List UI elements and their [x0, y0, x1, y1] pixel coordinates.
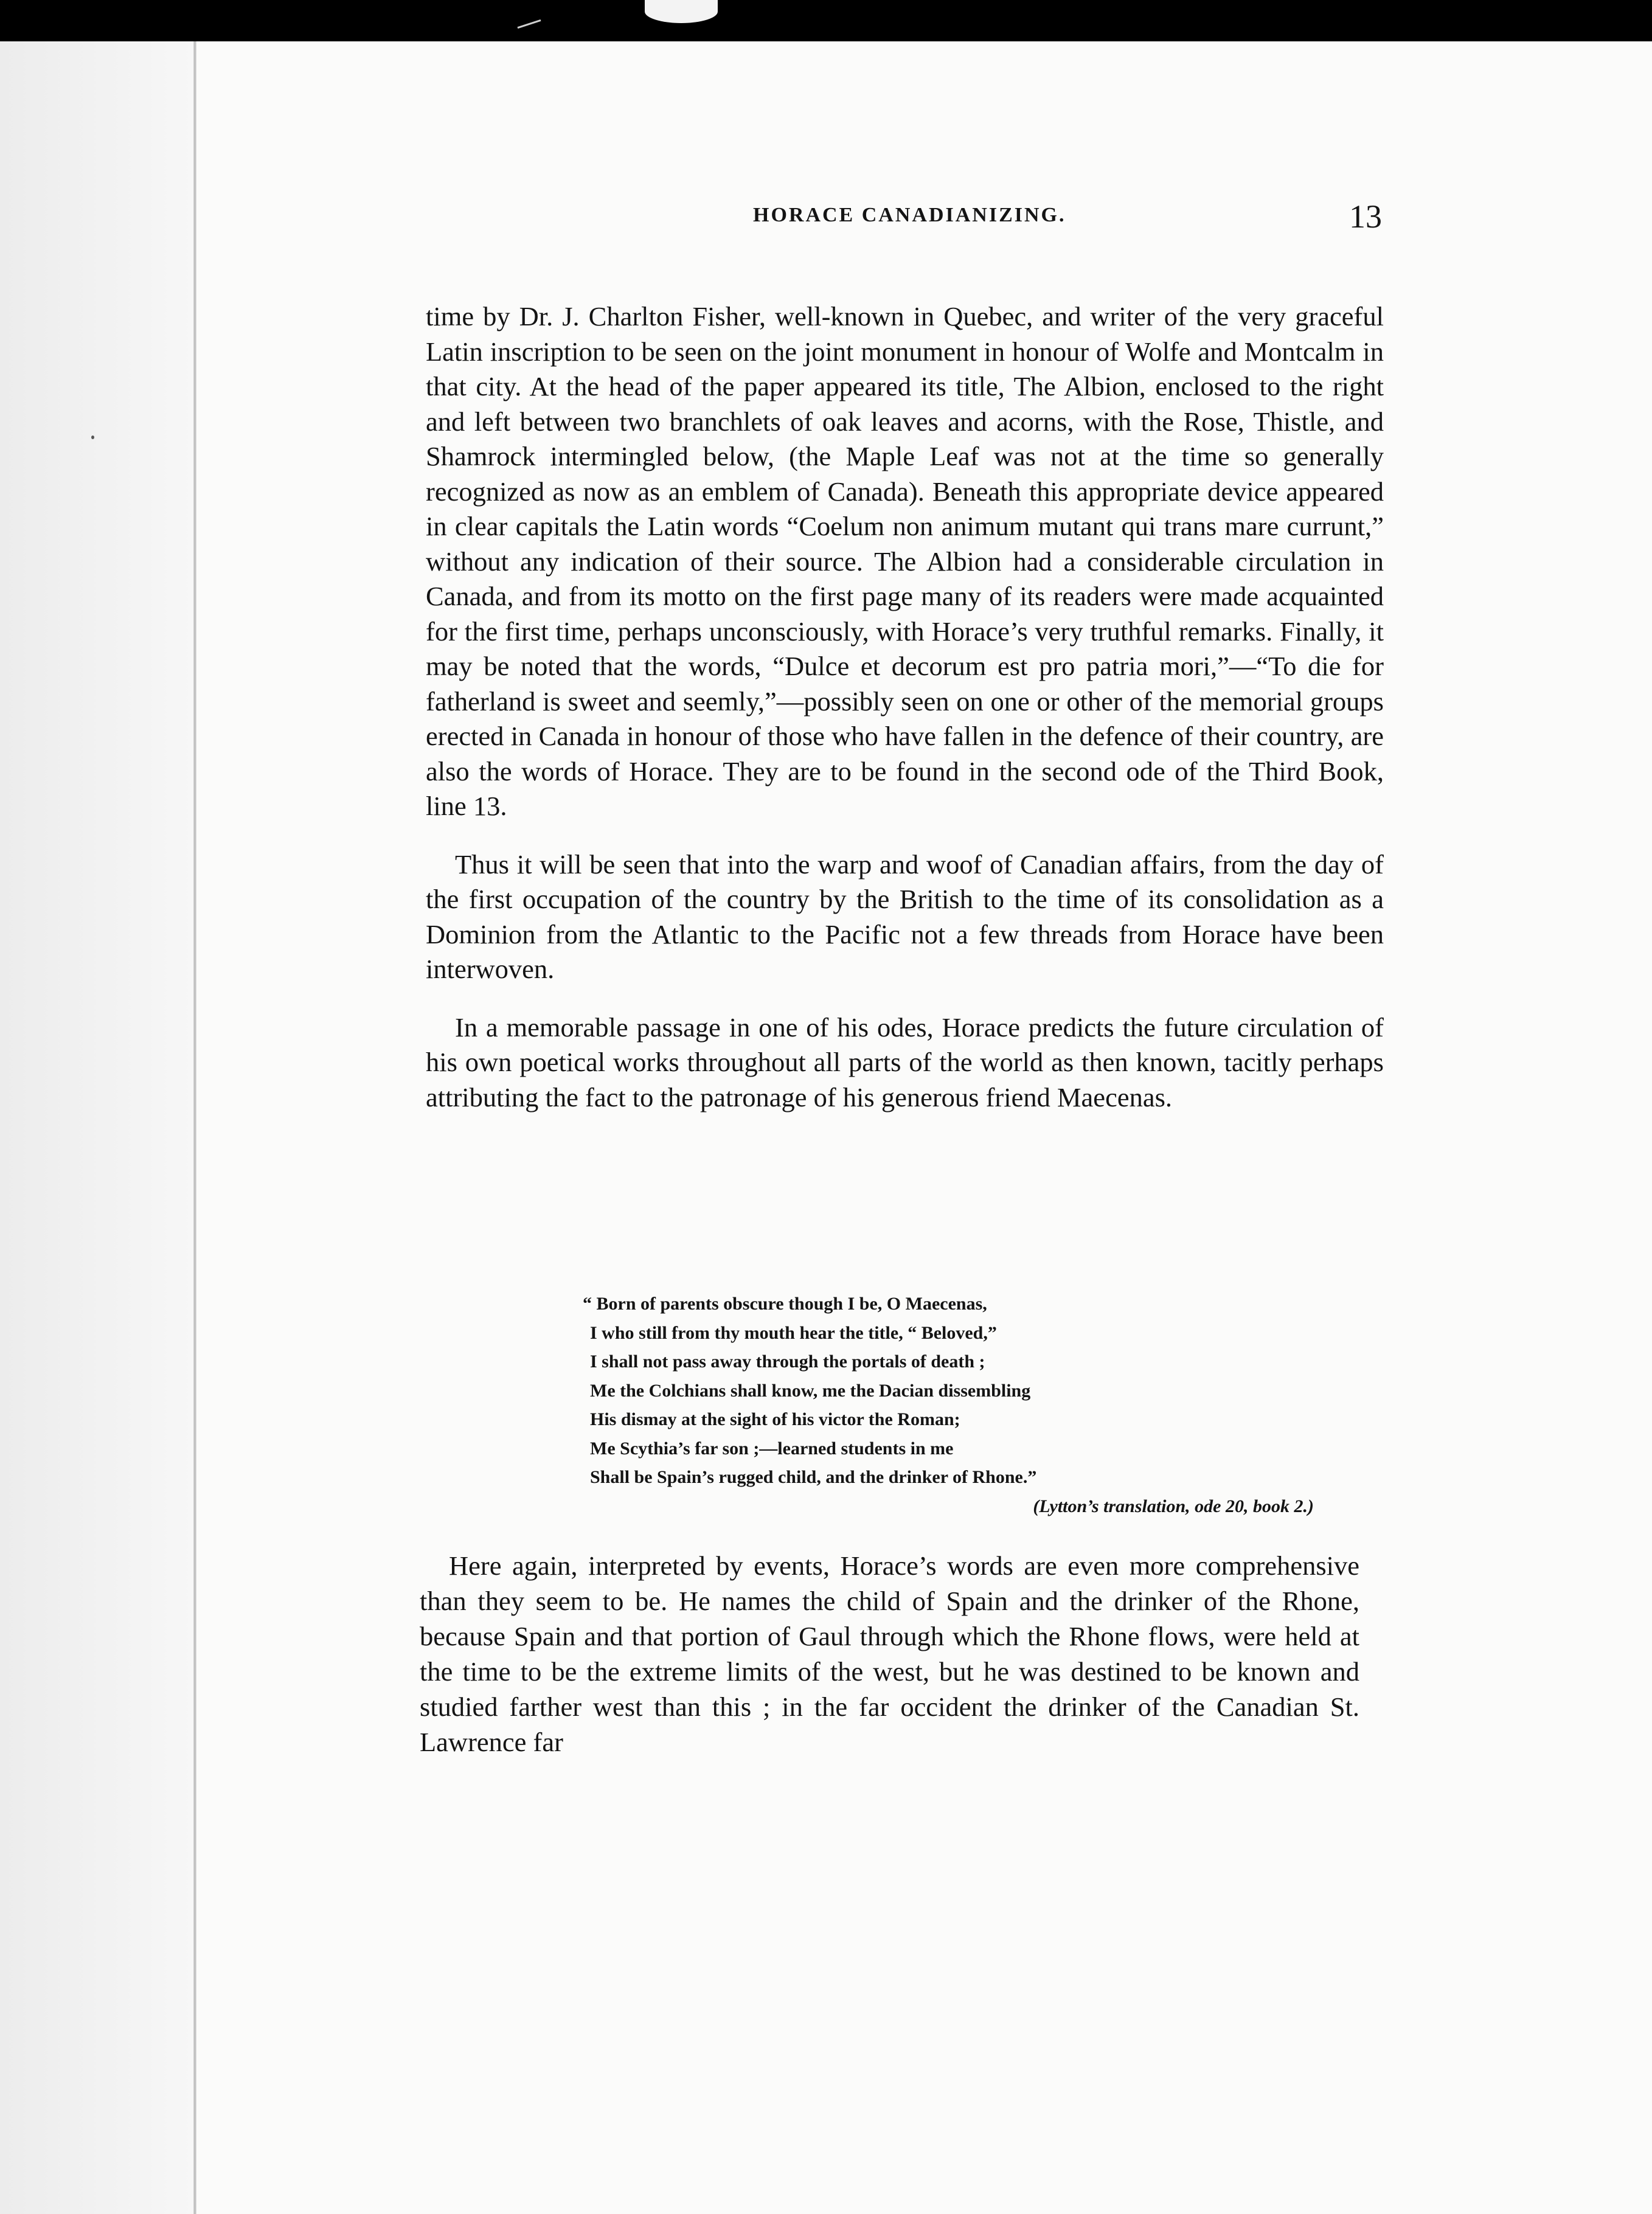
verse-quotation [583, 1289, 1337, 1521]
verse-line: Me Scythia’s far son ;—learned students in me [590, 1438, 954, 1459]
page-header [0, 198, 1652, 246]
verse-line: I shall not pass away through the portals of death ; [590, 1352, 985, 1372]
running-title: HORACE CANADIANIZING. [753, 204, 1066, 226]
verse-line: Me the Colchians shall know, me the Dacian dissembling [590, 1380, 1031, 1401]
verse-citation: (Lytton’s translation, ode 20, book 2.) [1033, 1496, 1314, 1516]
paragraph: Here again, interpreted by events, Horace’s words are even more comprehensive than they seem to be. He names the child of Spain and the drinker of the Rhone, because Spain and that portion of Gaul through which the Rhone flows, were held at the time to be the extreme limits of the west, but he was destined to be known and studied farther west than this ; in the far occident the drinker of the Canadian St. Lawrence far [420, 1550, 1359, 1757]
verse-line: “ Born of parents obscure though I be, O Maecenas, [583, 1294, 987, 1314]
verse-line: His dismay at the sight of his victor the Roman; [590, 1409, 960, 1429]
body-text [426, 299, 1384, 1115]
closing-text [420, 1548, 1359, 1760]
scan-mark [518, 19, 541, 29]
margin-speck [91, 436, 94, 439]
facing-page-edge [0, 41, 193, 2214]
paragraph: In a memorable passage in one of his odes, Horace predicts the future circulation of his own poetical works throughout all parts of the world as then known, tacitly perhaps attributing the fact to the patronage of his generous friend Maecenas. [426, 1012, 1384, 1112]
page-gutter [193, 41, 196, 2214]
verse-line: Shall be Spain’s rugged child, and the drinker of Rhone.” [590, 1467, 1037, 1487]
verse-line: I who still from thy mouth hear the title, “ Beloved,” [590, 1322, 997, 1343]
page-number: 13 [1349, 198, 1382, 235]
paragraph: time by Dr. J. Charlton Fisher, well-known in Quebec, and writer of the very graceful Latin inscription to be seen on the joint monument in honour of Wolfe and Montcalm in that city. At the head of the paper appeared its title, The Albion, enclosed to the right and left between two branchlets of oak leaves and acorns, with the Rose, Thistle, and Shamrock intermingled below, (the Maple Leaf was not at the time so generally recognized as now as an emblem of Canada). Beneath this appropriate device appeared in clear capitals the Latin words “Coelum non animum mutant qui trans mare currunt,” without any indication of their source. The Albion had a considerable circulation in Canada, and from its motto on the first page many of its readers were made acquainted for the first time, perhaps unconsciously, with Horace’s very truthful remarks. Finally, it may be noted that the words, “Dulce et decorum est pro patria mori,”—“To die for fatherland is sweet and seemly,”—possibly seen on one or other of the memorial groups erected in Canada in honour of those who have fallen in the defence of their country, are also the words of Horace. They are to be found in the second ode of the Third Book, line 13. [426, 301, 1384, 821]
paragraph: Thus it will be seen that into the warp and woof of Canadian affairs, from the day of the first occupation of the country by the British to the time of its consolidation as a Dominion from the Atlantic to the Pacific not a few threads from Horace have been interwoven. [426, 848, 1384, 984]
scan-artifact [645, 0, 718, 23]
